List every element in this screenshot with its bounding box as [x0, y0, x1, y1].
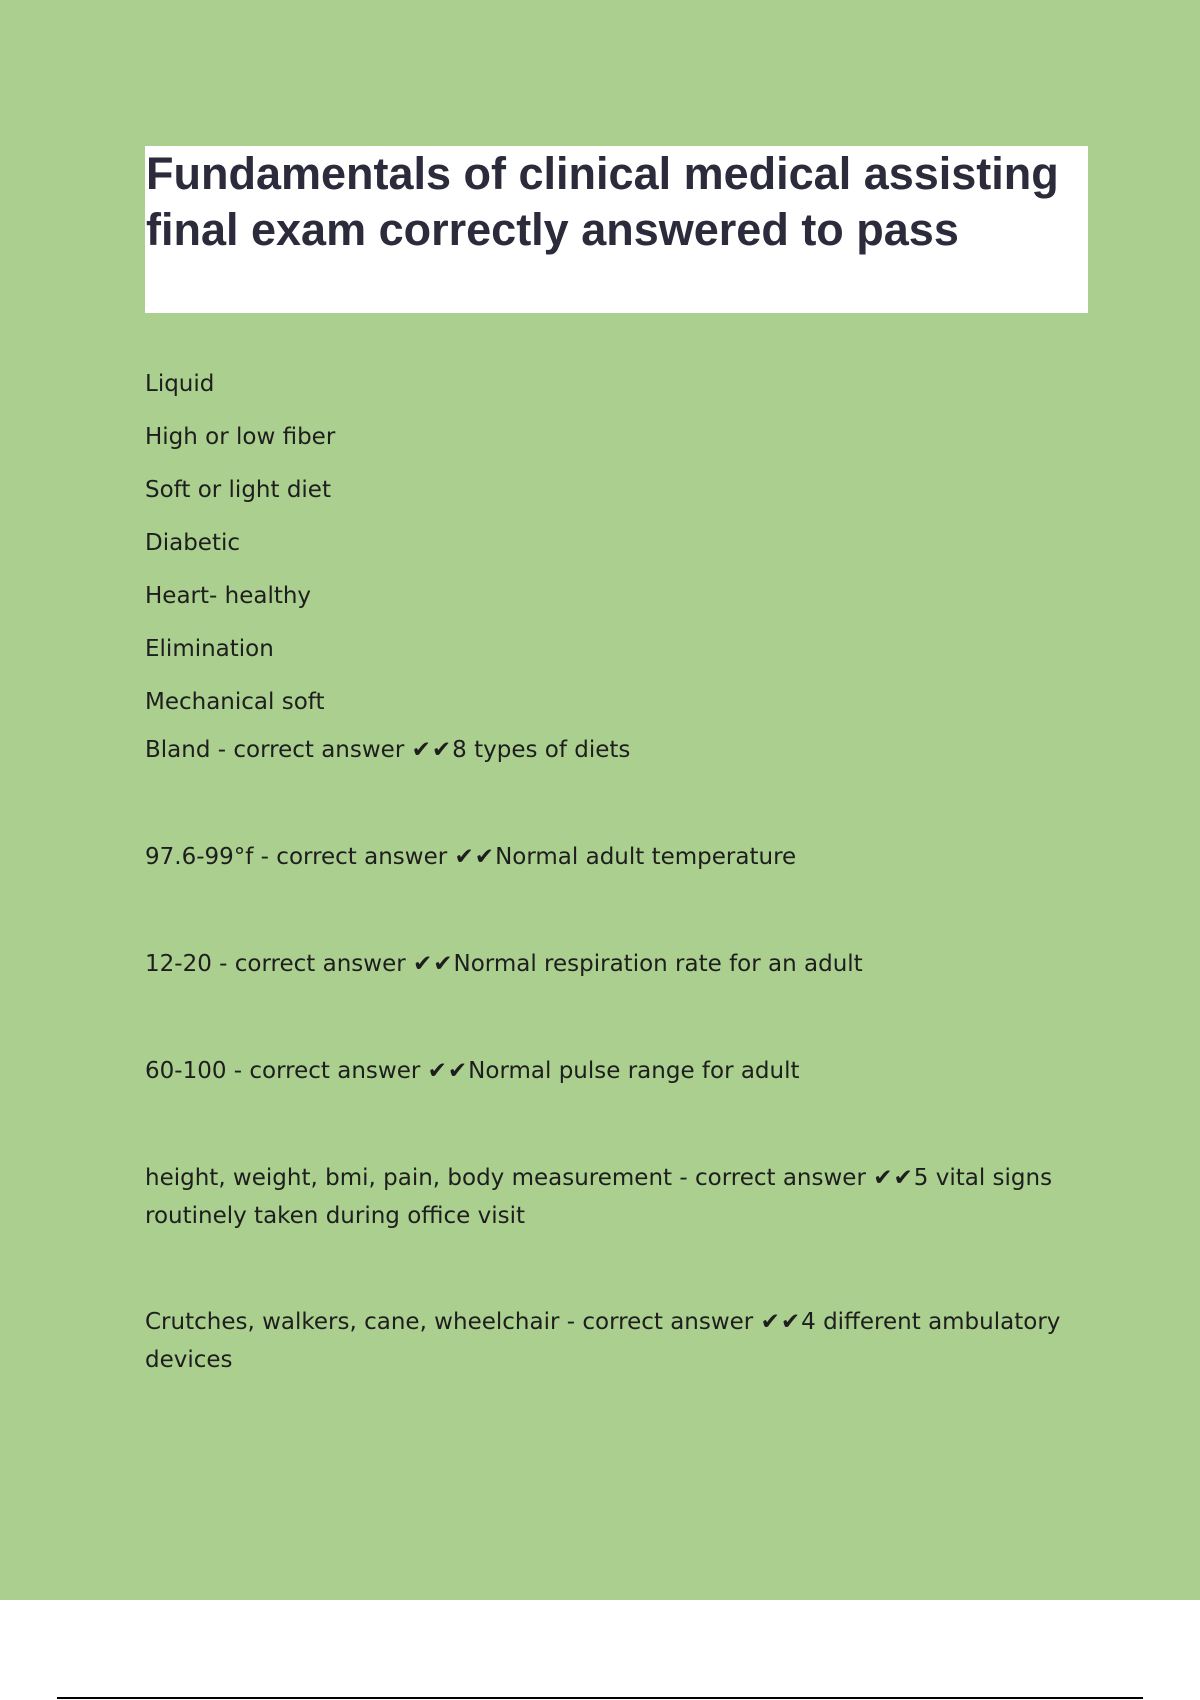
qa-answer: Bland - correct answer	[145, 737, 412, 763]
diet-item: Liquid	[145, 371, 215, 397]
qa-item-pulse	[145, 1052, 1085, 1090]
qa-item-ambulatory-devices	[145, 1303, 1085, 1379]
qa-question: 5 vital signs routinely taken during office visit	[145, 1165, 1053, 1229]
qa-answer: 12-20 - correct answer	[145, 951, 413, 977]
qa-item-respiration	[145, 945, 1085, 983]
check-icon: ✔✔	[454, 844, 496, 870]
diet-item: Mechanical soft	[145, 689, 325, 715]
qa-answer: height, weight, bmi, pain, body measurement - correct answer	[145, 1165, 874, 1191]
qa-question: 8 types of diets	[452, 737, 631, 763]
check-icon: ✔✔	[412, 951, 454, 977]
title-box	[145, 146, 1088, 313]
check-icon: ✔✔	[411, 737, 453, 763]
qa-question: Normal pulse range for adult	[468, 1058, 800, 1084]
check-icon: ✔✔	[427, 1058, 469, 1084]
qa-answer: Crutches, walkers, cane, wheelchair - correct answer	[145, 1309, 761, 1335]
diet-item: High or low fiber	[145, 424, 336, 450]
diet-item: Soft or light diet	[145, 477, 331, 503]
document-title: Fundamentals of clinical medical assisting final exam correctly answered to pass	[146, 148, 1059, 255]
qa-item-diets	[145, 731, 1085, 769]
qa-question: Normal respiration rate for an adult	[453, 951, 863, 977]
diet-item: Elimination	[145, 636, 274, 662]
diet-item: Heart- healthy	[145, 583, 312, 609]
document-body	[145, 360, 1085, 1373]
qa-question: 4 different ambulatory devices	[145, 1309, 1061, 1373]
qa-item-vital-signs	[145, 1159, 1085, 1235]
qa-answer: 97.6-99°f - correct answer	[145, 844, 455, 870]
qa-answer: 60-100 - correct answer	[145, 1058, 428, 1084]
diet-item: Diabetic	[145, 530, 240, 556]
check-icon: ✔✔	[760, 1309, 802, 1335]
qa-item-temperature	[145, 838, 1085, 876]
qa-question: Normal adult temperature	[495, 844, 797, 870]
footer-divider	[57, 1697, 1143, 1699]
check-icon: ✔✔	[873, 1165, 914, 1191]
